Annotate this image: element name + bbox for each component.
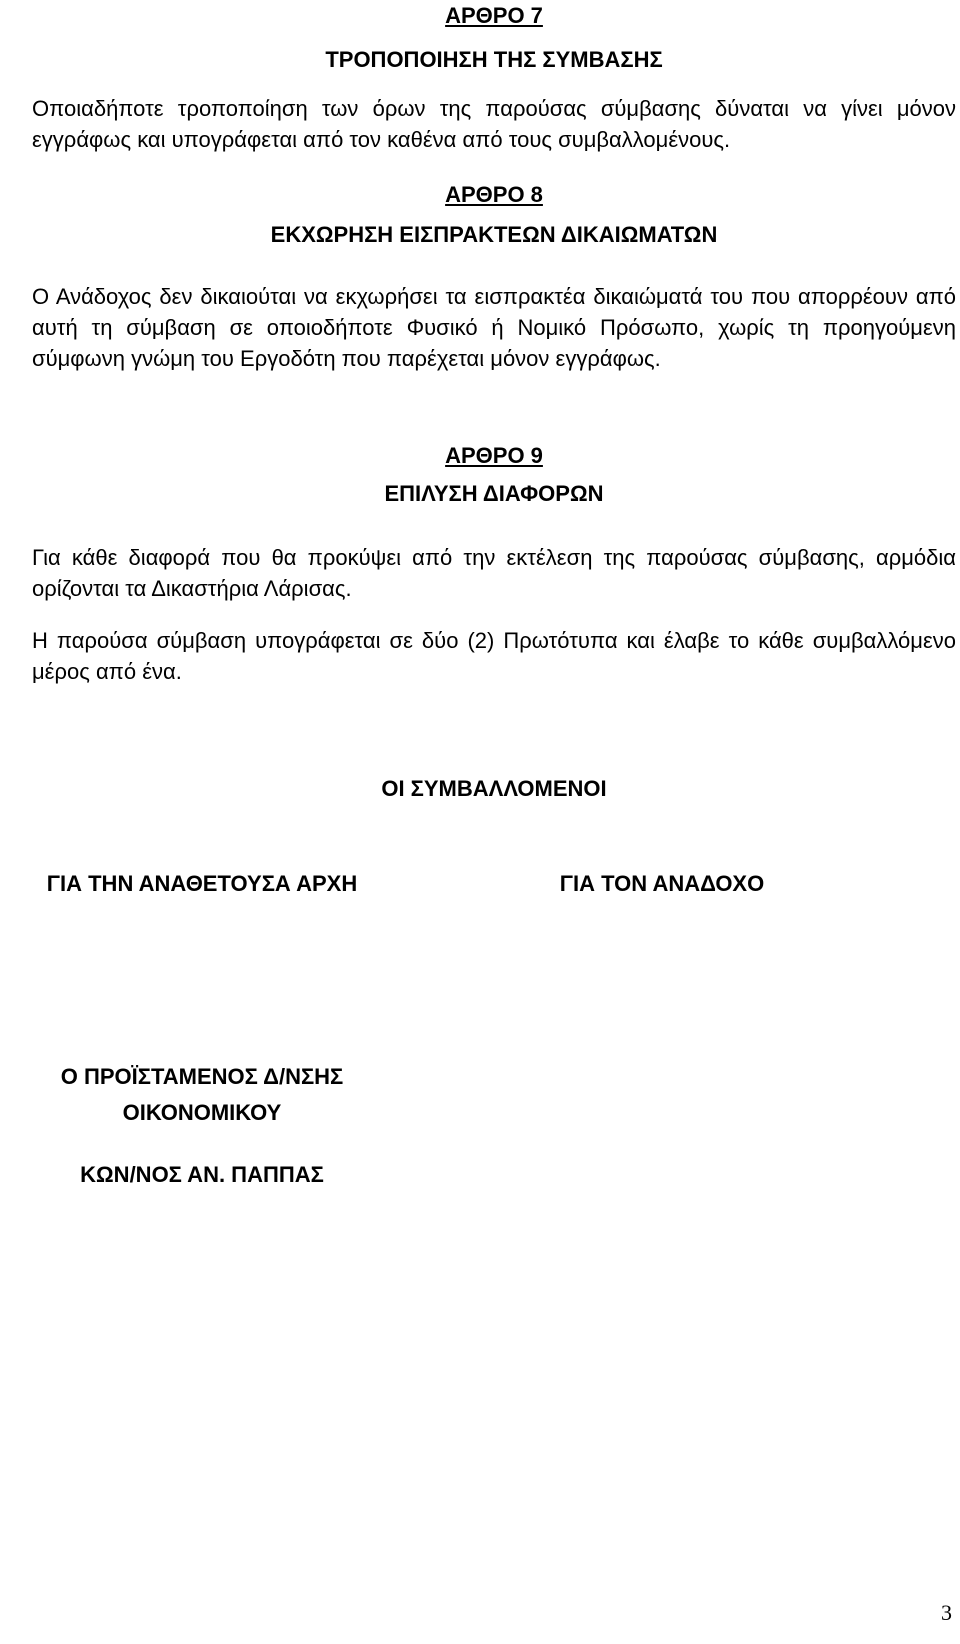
signatory-name: ΚΩΝ/ΝΟΣ ΑΝ. ΠΑΠΠΑΣ xyxy=(80,1162,324,1187)
article-paragraph: Η παρούσα σύμβαση υπογράφεται σε δύο (2) Πρωτότυπα και έλαβε το κάθε συμβαλλόμενο μέρος από ένα. xyxy=(32,628,956,684)
article-title: ΕΚΧΩΡΗΣΗ ΕΙΣΠΡΑΚΤΕΩΝ ΔΙΚΑΙΩΜΑΤΩΝ xyxy=(270,222,718,247)
article-number: ΑΡΘΡΟ 8 xyxy=(445,182,543,207)
article-number: ΑΡΘΡΟ 7 xyxy=(445,3,543,28)
article-title: ΕΠΙΛΥΣΗ ΔΙΑΦΟΡΩΝ xyxy=(384,481,604,506)
article-7 xyxy=(32,0,956,155)
article-9 xyxy=(32,440,956,687)
article-paragraph: Οποιαδήποτε τροποποίηση των όρων της παρούσας σύμβασης δύναται να γίνει μόνον εγγράφως και υπογράφεται από τον καθένα από τους συμβαλλομένους. xyxy=(32,96,956,152)
article-paragraph: Για κάθε διαφορά που θα προκύψει από την εκτέλεση της παρούσας σύμβασης, αρμόδια ορίζονται τα Δικαστήρια Λάρισας. xyxy=(32,545,956,601)
page-number: 3 xyxy=(941,1600,952,1625)
signatures-heading: ΟΙ ΣΥΜΒΑΛΛΟΜΕΝΟΙ xyxy=(381,776,607,801)
contractor-label: ΓΙΑ ΤΟΝ ΑΝΑΔΟΧΟ xyxy=(559,871,765,896)
contracting-authority-label: ΓΙΑ ΤΗΝ ΑΝΑΘΕΤΟΥΣΑ ΑΡΧΗ xyxy=(46,871,358,896)
signatory-title-line1: Ο ΠΡΟΪΣΤΑΜΕΝΟΣ Δ/ΝΣΗΣ xyxy=(60,1064,344,1089)
article-title: ΤΡΟΠΟΠΟΙΗΣΗ ΤΗΣ ΣΥΜΒΑΣΗΣ xyxy=(325,47,663,72)
article-paragraph: Ο Ανάδοχος δεν δικαιούται να εκχωρήσει τα εισπρακτέα δικαιώματά του που απορρέουν από αυτή τη σύμβαση σε οποιοδήποτε Φυσικό ή Νομικό Πρόσωπο, χωρίς τη προηγούμενη σύμφωνη γνώμη του Εργοδότη που παρέχεται μόνον εγγράφως. xyxy=(32,284,956,371)
article-8 xyxy=(32,179,956,374)
signatory-title-line2: ΟΙΚΟΝΟΜΙΚΟΥ xyxy=(122,1100,282,1125)
article-number: ΑΡΘΡΟ 9 xyxy=(445,443,543,468)
